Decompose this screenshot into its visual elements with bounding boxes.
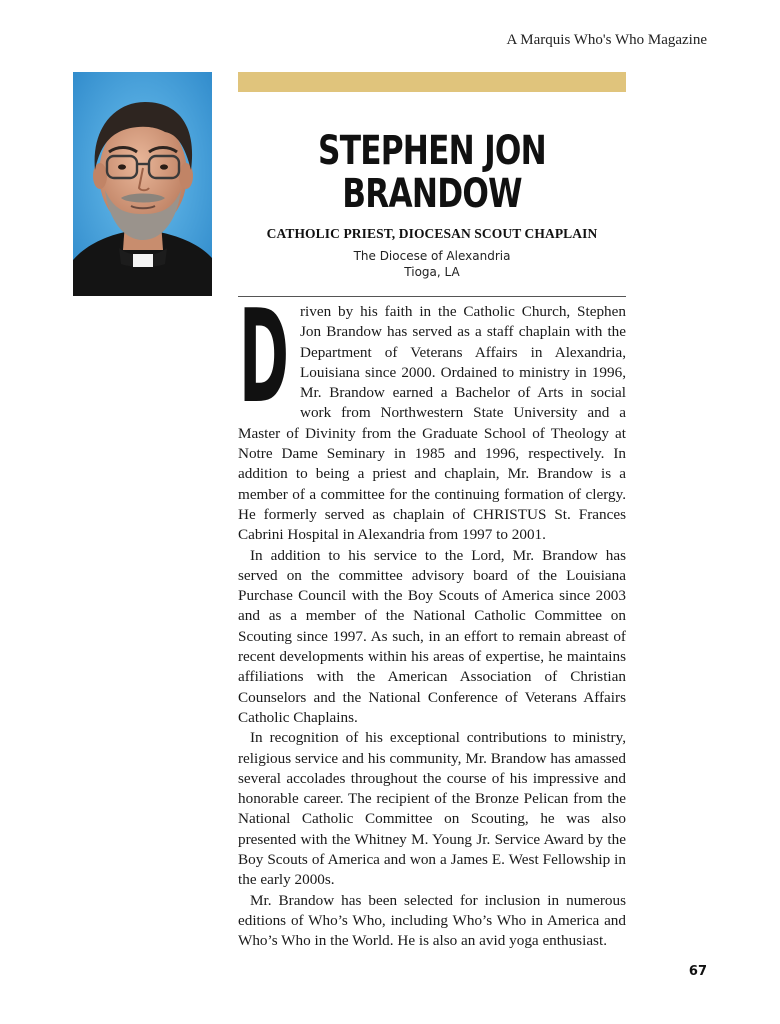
organization-name: The Diocese of Alexandria bbox=[353, 249, 511, 263]
article-paragraph: Mr. Brandow has been selected for inclusion in numerous editions of Who’s Who, including Who’s Who in America and Who’s Who in the World. He is also an avid yoga enthusiast. bbox=[238, 891, 626, 950]
location: Tioga, LA bbox=[404, 265, 460, 279]
profile-affiliation bbox=[238, 248, 626, 280]
profile-name: STEPHEN JON BRANDOW bbox=[317, 128, 547, 217]
article-paragraph: In recognition of his exceptional contributions to ministry, religious service and his community, Mr. Brandow has amassed several accolades throughout the course of his impressive and honorable career. The recipient of the Bronze Pelican from the National Catholic Committee on Scouting, he was also presented with the Whitney M. Young Jr. Service Award by the Boy Scouts of America and won a James E. West Fellowship in the early 2000s. bbox=[238, 729, 626, 889]
accent-bar bbox=[238, 72, 626, 92]
article-body bbox=[238, 283, 626, 952]
svg-text:D: D bbox=[239, 283, 289, 432]
paragraph-text: riven by his faith in the Catholic Church, Stephen Jon Brandow has served as a staff chaplain with the Department of Veterans Affairs in Alexandria, Louisiana since 2000. Ordained to ministry in 1996, Mr. Brandow earned a Bachelor of Arts in social work from Northwestern State University and a Master of Divinity from the Graduate School of Theology at Notre Dame Seminary in 1985 and 1996, respectively. In addition to being a priest and chaplain, Mr. Brandow is a member of a committee for the continuing formation of clergy. He formerly served as chaplain of CHRISTUS St. Frances Cabrini Hospital in Alexandria from 1997 to 2001. bbox=[238, 303, 626, 544]
article-paragraph bbox=[238, 283, 626, 546]
article-paragraph: In addition to his service to the Lord, Mr. Brandow has served on the committee advisory board of the Louisiana Purchase Council with the Boy Scouts of America since 2003 and as a member of the National Catholic Committee on Scouting since 1997. As such, in an effort to remain abreast of recent developments within his areas of expertise, he maintains affiliations with the American Association of Christian Counselors and the National Conference of Veterans Affairs Catholic Chaplains. bbox=[238, 546, 626, 726]
drop-cap bbox=[238, 283, 290, 432]
page-number: 67 bbox=[688, 964, 707, 979]
publication-name: A Marquis Who's Who Magazine bbox=[506, 32, 707, 48]
divider-rule bbox=[238, 296, 626, 297]
portrait-photo bbox=[73, 72, 212, 296]
profile-title: CATHOLIC PRIEST, DIOCESAN SCOUT CHAPLAIN bbox=[266, 226, 598, 241]
